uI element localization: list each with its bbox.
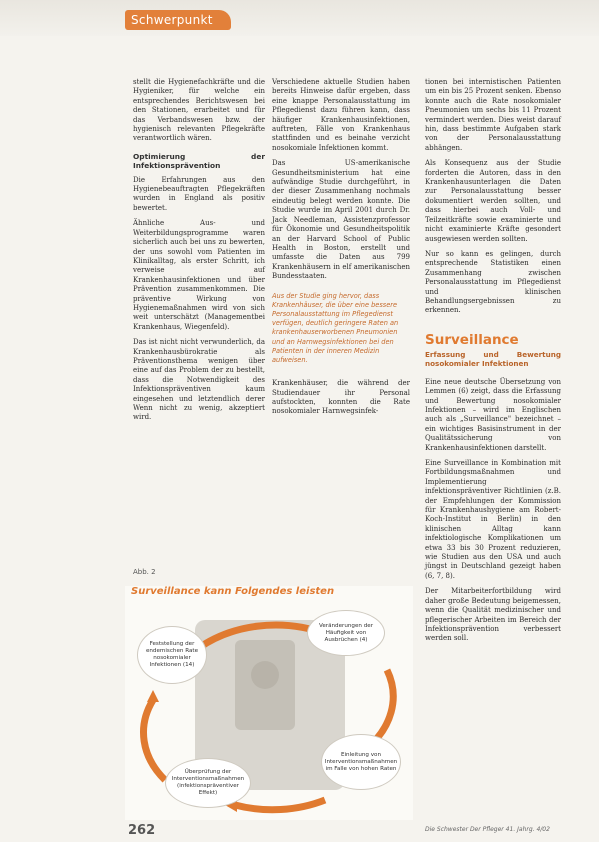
diagram-node: Überprüfung der Interventionsmaßnahmen (infektionspräventiver Effekt): [165, 758, 251, 808]
page-header: [0, 0, 599, 36]
cycle-arrow: [235, 800, 325, 810]
paragraph: Die Erfahrungen aus den Hygienebeauftragten Pflegekräften wurden in England als positiv bewertet.: [133, 175, 265, 212]
section-tag: Schwerpunkt: [125, 10, 231, 30]
paragraph: tionen bei internistischen Patienten um ein bis 25 Prozent senken. Ebenso konnte auch die Rate nosokomialer Pneumonien um sechs bis 11 Prozent vermindert werden. Dies weist darauf hin, dass bestimmte Aufgaben stark von der Personalausstattung abhängen.: [425, 78, 561, 152]
paragraph: Nur so kann es gelingen, durch entsprechende Statistiken einen Zusammenhang zwischen Personalausstattung im Pflegedienst und klinischen Behandlungsergebnissen zu erkennen.: [425, 249, 561, 315]
page-number: 262: [128, 823, 156, 838]
paragraph: Das US-amerikanische Gesundheitsministerium hat eine aufwändige Studie durchgeführt, in der dieser Zusammenhang nochmals eindeutig belegt werden konnte. Die Studie wurde im April 2001 durch Dr. Jack Needleman, Assistenzprofessor für Ökonomie und Gesundheitspolitik an der Harvard School of Public Health in Boston, erstellt und umfasste die Daten aus 799 Krankenhäusern in elf amerikanischen Bundesstaaten.: [272, 159, 410, 281]
section-subheading: Erfassung und Bewertung nosokomialer Infektionen: [425, 349, 561, 368]
paragraph: Eine neue deutsche Übersetzung von Lemmen (6) zeigt, dass die Erfassung und Bewertung nosokomialer Infektionen – wird im Englischen auch als „Surveillance" bezeichnet – ein wichtiges Basisinstrument in der Qualitätssicherung von Krankenhausinfektionen darstellt.: [425, 377, 561, 452]
paragraph: Eine Surveillance in Kombination mit Fortbildungsmaßnahmen und Implementierung infektionspräventiver Richtlinien (z.B. der Empfehlungen der Kommission für Krankenhaushygiene am Robert-Koch-Institut in Berlin) in den klinischen Alltag kann infektiologische Komplikationen um etwa 33 bis 30 Prozent reduzieren, wie Studien aus den USA und auch jüngst in Deutschland gezeigt haben (6, 7, 8).: [425, 459, 561, 580]
photo-detail: [251, 661, 279, 689]
diagram-node: Einleitung von Interventionsmaßnahmen im Falle von hohen Raten: [321, 734, 401, 790]
cycle-arrow: [144, 700, 165, 780]
arrow-head: [147, 690, 159, 702]
diagram-node: Feststellung der endemischen Rate nosokomialer Infektionen (14): [137, 626, 207, 684]
paragraph: Krankenhäuser, die während der Studiendauer ihr Personal aufstockten, konnten die Rate nosokomialer Harnwegsinfek-: [272, 379, 410, 416]
figure-title: Surveillance kann Folgendes leisten: [131, 586, 335, 597]
column-2: [272, 78, 410, 423]
journal-reference: Die Schwester Der Pfleger 41. Jahrg. 4/02: [425, 826, 550, 833]
paragraph: Das ist nicht nicht verwunderlich, da Krankenhausbürokratie als Präventionsthema wenigen über eine auf das Problem der zu bestellt, dass die Notwendigkeit des Infektionspräventiven kaum eingesehen und letztendlich derer Wenn nicht zu wenig, akzeptiert wird.: [133, 338, 265, 422]
paragraph: Der Mitarbeiterfortbildung wird daher große Bedeutung beigemessen, wenn die Qualität medizinischer und pflegerischer Arbeiten im Bereich der Infektionsprävention verbessert werden soll.: [425, 587, 561, 643]
paragraph: Als Konsequenz aus der Studie forderten die Autoren, dass in den Krankenhausunterlagen die Daten zur Personalausstattung besser dokumentiert werden sollten, und dass hierbei auch Voll- und Teilzeitkräfte sowie examinierte und nicht examinierte Kräfte gesondert ausgewiesen werden sollten.: [425, 159, 561, 243]
diagram-node: Veränderungen der Häufigkeit von Ausbrüchen (4): [307, 610, 385, 656]
paragraph: Ähnliche Aus- und Weiterbildungsprogramme waren sicherlich auch bei uns zu bewerten, der uns sowohl vom Patienten im Klinikalltag, als erster Schritt, ich verweise auf Krankenhausinfektionen und über Prävention zusammenkommen. Die präventive Wirkung von Hygienemaßnahmen wird von sich weit unterschätzt (Managementbei Krankenhaus, Wiegenfeld).: [133, 219, 265, 331]
subheading: Optimierung der Infektionsprävention: [133, 151, 265, 171]
pull-quote: Aus der Studie ging hervor, dass Krankenhäuser, die über eine bessere Personalausstattung im Pflegedienst verfügen, deutlich geringere Raten an krankenhauserworbenen Pneumonien und an Harnwegsinfektionen bei den Patienten in der inneren Medizin aufweisen.: [272, 291, 399, 364]
column-1: [133, 78, 265, 429]
figure-label: Abb. 2: [133, 568, 156, 576]
figure: [125, 586, 413, 820]
paragraph: Verschiedene aktuelle Studien haben bereits Hinweise dafür ergeben, dass eine knappe Personalausstattung im Pflegedienst dazu führen kann, dass häufiger Krankenhausinfektionen, auftreten, Fälle von Krankenhaus stattfinden und es beinahe verzicht nosokomiale Infektionen kommt.: [272, 78, 410, 152]
paragraph: stellt die Hygienefachkräfte und die Hygieniker, für welche ein entsprechendes Berichtswesen bei den Stationen, erarbeitet und für das Verbandswesen bzw. der hygienisch relevanten Pflegekräfte verantwortlich wären.: [133, 78, 265, 143]
section-heading: Surveillance: [425, 331, 519, 348]
column-3: [425, 78, 561, 650]
